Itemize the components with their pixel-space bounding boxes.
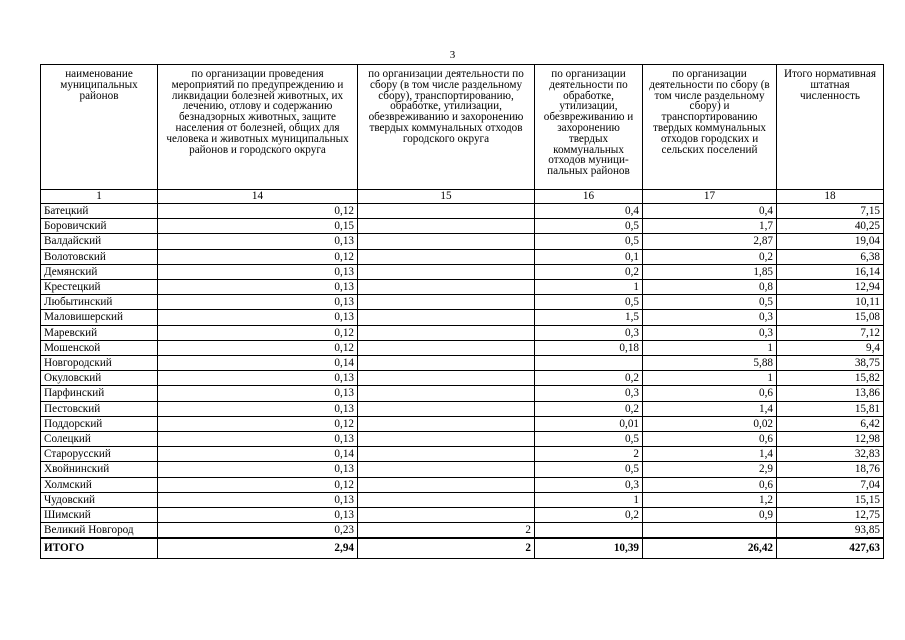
- table-row: [41, 492, 884, 507]
- value-col-15: [358, 386, 535, 401]
- value-col-17: 2,9: [643, 462, 777, 477]
- table-row: [41, 219, 884, 234]
- value-col-16: 0,3: [535, 477, 643, 492]
- value-col-16: [535, 523, 643, 539]
- value-col-15: [358, 264, 535, 279]
- value-col-14: 0,23: [158, 523, 358, 539]
- value-col-16: 0,2: [535, 401, 643, 416]
- value-col-16: 0,18: [535, 340, 643, 355]
- value-col-18: 38,75: [777, 356, 884, 371]
- value-col-18: 93,85: [777, 523, 884, 539]
- page-number: 3: [449, 49, 456, 61]
- district-name: Крестецкий: [41, 280, 158, 295]
- table-row: [41, 234, 884, 249]
- header-total-staff: Итого нормативная штатная численность: [777, 65, 884, 190]
- table-row: [41, 325, 884, 340]
- table-row: [41, 249, 884, 264]
- value-col-15: [358, 508, 535, 523]
- value-col-17: 0,5: [643, 295, 777, 310]
- column-number: 1: [41, 190, 158, 204]
- table-row: [41, 477, 884, 492]
- value-col-14: 0,13: [158, 401, 358, 416]
- value-col-16: 0,2: [535, 508, 643, 523]
- value-col-15: [358, 401, 535, 416]
- table-row: [41, 310, 884, 325]
- value-col-14: 0,13: [158, 386, 358, 401]
- table-row: [41, 462, 884, 477]
- value-col-16: 0,5: [535, 234, 643, 249]
- value-col-18: 15,82: [777, 371, 884, 386]
- value-col-17: 1,2: [643, 492, 777, 507]
- value-col-17: 1,4: [643, 401, 777, 416]
- header-row: [41, 65, 884, 190]
- value-col-18: 6,42: [777, 416, 884, 431]
- district-name: Маловишерский: [41, 310, 158, 325]
- value-col-14: 0,13: [158, 462, 358, 477]
- value-col-17: [643, 523, 777, 539]
- district-name: Чудовский: [41, 492, 158, 507]
- column-number: 17: [643, 190, 777, 204]
- column-number: 15: [358, 190, 535, 204]
- value-col-16: 0,1: [535, 249, 643, 264]
- value-col-17: 0,6: [643, 386, 777, 401]
- value-col-17: 0,6: [643, 477, 777, 492]
- value-col-14: 0,13: [158, 432, 358, 447]
- table-row: [41, 371, 884, 386]
- value-col-17: 0,02: [643, 416, 777, 431]
- value-col-14: 0,14: [158, 356, 358, 371]
- district-name: Мошенской: [41, 340, 158, 355]
- district-name: Парфинский: [41, 386, 158, 401]
- value-col-16: 0,4: [535, 204, 643, 219]
- value-col-14: 0,13: [158, 295, 358, 310]
- table-row: [41, 340, 884, 355]
- value-col-16: 0,2: [535, 264, 643, 279]
- column-number: 16: [535, 190, 643, 204]
- value-col-14: 0,12: [158, 249, 358, 264]
- value-col-15: [358, 219, 535, 234]
- value-col-15: [358, 234, 535, 249]
- value-col-15: [358, 340, 535, 355]
- value-col-17: 0,2: [643, 249, 777, 264]
- value-col-17: 0,3: [643, 310, 777, 325]
- value-col-16: 0,01: [535, 416, 643, 431]
- column-number: 14: [158, 190, 358, 204]
- value-col-17: 0,3: [643, 325, 777, 340]
- total-value: 26,42: [643, 538, 777, 559]
- value-col-15: [358, 356, 535, 371]
- column-numbers-row: [41, 190, 884, 204]
- value-col-18: 7,04: [777, 477, 884, 492]
- value-col-15: [358, 462, 535, 477]
- value-col-14: 0,12: [158, 416, 358, 431]
- district-name: Пестовский: [41, 401, 158, 416]
- table-row: [41, 416, 884, 431]
- table-row: [41, 386, 884, 401]
- value-col-15: [358, 432, 535, 447]
- value-col-15: [358, 249, 535, 264]
- value-col-18: 40,25: [777, 219, 884, 234]
- total-value: 427,63: [777, 538, 884, 559]
- value-col-17: 0,9: [643, 508, 777, 523]
- value-col-16: 0,3: [535, 386, 643, 401]
- value-col-17: 1,7: [643, 219, 777, 234]
- value-col-16: 1,5: [535, 310, 643, 325]
- value-col-17: 1: [643, 340, 777, 355]
- value-col-18: 15,81: [777, 401, 884, 416]
- total-value: 2,94: [158, 538, 358, 559]
- district-name: Маревский: [41, 325, 158, 340]
- district-name: Великий Новгород: [41, 523, 158, 539]
- value-col-18: 12,94: [777, 280, 884, 295]
- value-col-14: 0,14: [158, 447, 358, 462]
- table-row: [41, 401, 884, 416]
- value-col-17: 0,4: [643, 204, 777, 219]
- value-col-14: 0,13: [158, 508, 358, 523]
- table-row: [41, 508, 884, 523]
- total-label: ИТОГО: [41, 538, 158, 559]
- district-name: Старорусский: [41, 447, 158, 462]
- value-col-16: 1: [535, 280, 643, 295]
- header-waste-processing-districts: по организации деятельности по обработке, утилизации, обезвреживанию и захоронению твердых коммунальных отходов муници-пальных районов: [535, 65, 643, 190]
- value-col-18: 6,38: [777, 249, 884, 264]
- value-col-16: 0,5: [535, 219, 643, 234]
- value-col-14: 0,12: [158, 340, 358, 355]
- value-col-18: 16,14: [777, 264, 884, 279]
- value-col-18: 7,12: [777, 325, 884, 340]
- value-col-15: [358, 447, 535, 462]
- value-col-14: 0,13: [158, 492, 358, 507]
- value-col-14: 0,13: [158, 371, 358, 386]
- value-col-17: 2,87: [643, 234, 777, 249]
- total-row: [41, 538, 884, 559]
- value-col-17: 0,6: [643, 432, 777, 447]
- district-name: Боровичский: [41, 219, 158, 234]
- table-row: [41, 264, 884, 279]
- value-col-15: [358, 477, 535, 492]
- value-col-18: 15,15: [777, 492, 884, 507]
- district-name: Демянский: [41, 264, 158, 279]
- value-col-16: 0,5: [535, 462, 643, 477]
- staffing-table: [40, 64, 884, 559]
- value-col-17: 0,8: [643, 280, 777, 295]
- district-name: Батецкий: [41, 204, 158, 219]
- table-row: [41, 295, 884, 310]
- value-col-18: 12,98: [777, 432, 884, 447]
- value-col-17: 5,88: [643, 356, 777, 371]
- value-col-16: 1: [535, 492, 643, 507]
- value-col-18: 18,76: [777, 462, 884, 477]
- value-col-14: 0,15: [158, 219, 358, 234]
- value-col-14: 0,12: [158, 477, 358, 492]
- value-col-16: 0,5: [535, 432, 643, 447]
- value-col-15: [358, 492, 535, 507]
- district-name: Любытинский: [41, 295, 158, 310]
- value-col-17: 1: [643, 371, 777, 386]
- district-name: Холмский: [41, 477, 158, 492]
- value-col-15: [358, 295, 535, 310]
- district-name: Поддорский: [41, 416, 158, 431]
- header-waste-collection-settlements: по организации деятельности по сбору (в том числе раздельному сбору) и транспортированию твердых коммунальных отходов городских и сельских поселений: [643, 65, 777, 190]
- value-col-17: 1,4: [643, 447, 777, 462]
- table-row: [41, 204, 884, 219]
- total-value: 2: [358, 538, 535, 559]
- value-col-18: 13,86: [777, 386, 884, 401]
- value-col-15: [358, 310, 535, 325]
- value-col-16: 2: [535, 447, 643, 462]
- value-col-15: [358, 416, 535, 431]
- district-name: Хвойнинский: [41, 462, 158, 477]
- value-col-15: [358, 371, 535, 386]
- value-col-14: 0,13: [158, 264, 358, 279]
- table-row: [41, 447, 884, 462]
- table-row: [41, 280, 884, 295]
- header-waste-collection-city: по организации деятельности по сбору (в том числе раздельному сбору), транспортированию, обработке, утилизации, обезвреживанию и захоронению твердых коммунальных отходов городского округа: [358, 65, 535, 190]
- value-col-18: 9,4: [777, 340, 884, 355]
- value-col-18: 15,08: [777, 310, 884, 325]
- district-name: Валдайский: [41, 234, 158, 249]
- table-row: [41, 523, 884, 539]
- value-col-15: [358, 204, 535, 219]
- column-number: 18: [777, 190, 884, 204]
- header-animal-disease-measures: по организации проведения мероприятий по предупреждению и ликвидации болезней животных, их лечению, отлову и содержанию безнадзорных животных, защите населения от болезней, общих для человека и животных муниципальных районов и городского округа: [158, 65, 358, 190]
- district-name: Окуловский: [41, 371, 158, 386]
- value-col-15: 2: [358, 523, 535, 539]
- total-value: 10,39: [535, 538, 643, 559]
- header-municipal-districts: наименование муниципальных районов: [41, 65, 158, 190]
- value-col-14: 0,12: [158, 204, 358, 219]
- value-col-18: 10,11: [777, 295, 884, 310]
- district-name: Волотовский: [41, 249, 158, 264]
- table-row: [41, 432, 884, 447]
- value-col-18: 12,75: [777, 508, 884, 523]
- district-name: Шимский: [41, 508, 158, 523]
- value-col-18: 19,04: [777, 234, 884, 249]
- value-col-14: 0,13: [158, 310, 358, 325]
- value-col-18: 32,83: [777, 447, 884, 462]
- value-col-17: 1,85: [643, 264, 777, 279]
- district-name: Солецкий: [41, 432, 158, 447]
- district-name: Новгородский: [41, 356, 158, 371]
- value-col-16: 0,5: [535, 295, 643, 310]
- value-col-16: 0,3: [535, 325, 643, 340]
- value-col-14: 0,13: [158, 280, 358, 295]
- value-col-14: 0,13: [158, 234, 358, 249]
- table-row: [41, 356, 884, 371]
- value-col-18: 7,15: [777, 204, 884, 219]
- value-col-16: [535, 356, 643, 371]
- value-col-14: 0,12: [158, 325, 358, 340]
- value-col-16: 0,2: [535, 371, 643, 386]
- value-col-15: [358, 325, 535, 340]
- value-col-15: [358, 280, 535, 295]
